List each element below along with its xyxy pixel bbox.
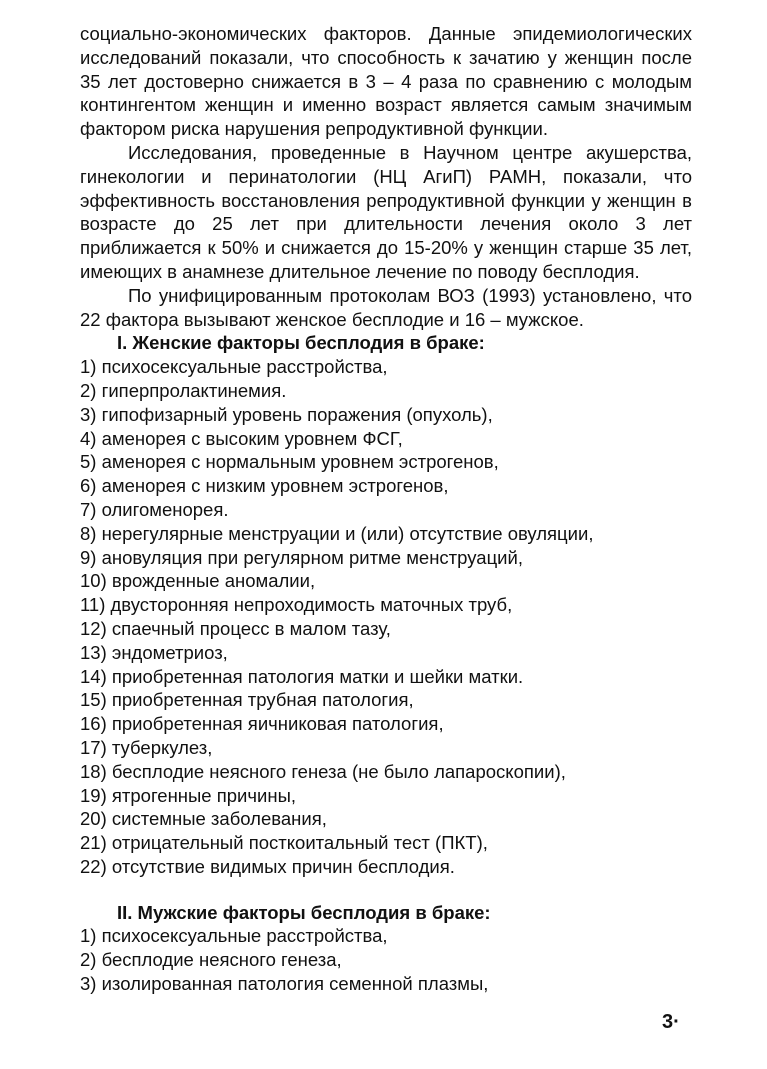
list-item: 20) системные заболевания, [80,808,327,830]
section-spacer [80,879,692,901]
page-number: 3· [662,1011,680,1033]
list-item: 1) психосексуальные расстройства, [80,356,388,378]
list-item: 3) гипофизарный уровень поражения (опухоль), [80,403,493,425]
list-item: 13) эндометриоз, [80,641,228,663]
male-factors-list [80,924,692,995]
list-item: 4) аменорея с высоким уровнем ФСГ, [80,427,403,449]
list-item: 15) приобретенная трубная патология, [80,689,414,711]
list-item: 21) отрицательный посткоитальный тест (ПКТ), [80,832,488,854]
list-item: 9) ановуляция при регулярном ритме менструаций, [80,546,523,568]
list-item: 18) бесплодие неясного генеза (не было лапароскопии), [80,760,566,782]
paragraph-intro: социально-экономических факторов. Данные эпидемиологических исследований показали, что способность к зачатию у женщин после 35 лет достоверно снижается в 3 – 4 раза по сравнению с молодым контингентом женщин и именно возраст является самым значимым фактором риска нарушения репродуктивной функции. [80,23,692,140]
list-item: 19) ятрогенные причины, [80,784,297,806]
list-item: 17) туберкулез, [80,736,213,758]
list-item: 11) двусторонняя непроходимость маточных труб, [80,594,513,616]
list-item: 8) нерегулярные менструации и (или) отсутствие овуляции, [80,522,594,544]
list-item: 2) бесплодие неясного генеза, [80,949,342,971]
list-item: 16) приобретенная яичниковая патология, [80,713,444,735]
text-body [80,22,692,996]
list-item: 12) спаечный процесс в малом тазу, [80,617,391,639]
paragraph-research: Исследования, проведенные в Научном центре акушерства, гинекологии и перинатологии (НЦ АгиП) РАМН, показали, что эффективность восстановления репродуктивной функции у женщин в возрасте до 25 лет при длительности лечения около 3 лет приближается к 50% и снижается до 15-20% у женщин старше 35 лет, имеющих в анамнезе длительное лечение по поводу бесплодия. [80,141,692,282]
list-item: 5) аменорея с нормальным уровнем эстрогенов, [80,451,499,473]
list-item: 14) приобретенная патология матки и шейки матки. [80,665,524,687]
paragraph-who-protocols: По унифицированным протоколам ВОЗ (1993) установлено, что 22 фактора вызывают женское бесплодие и 16 – мужское. [80,284,692,330]
list-item: 10) врожденные аномалии, [80,570,316,592]
list-item: 2) гиперпролактинемия. [80,379,287,401]
list-item: 6) аменорея с низким уровнем эстрогенов, [80,475,449,497]
female-factors-list [80,355,692,879]
list-item: 22) отсутствие видимых причин бесплодия. [80,855,455,877]
list-item: 7) олигоменорея. [80,498,229,520]
list-item: 1) психосексуальные расстройства, [80,925,388,947]
female-factors-heading: I. Женские факторы бесплодия в браке: [117,332,485,354]
list-item: 3) изолированная патология семенной плазмы, [80,973,489,995]
male-factors-heading: II. Мужские факторы бесплодия в браке: [117,901,491,923]
